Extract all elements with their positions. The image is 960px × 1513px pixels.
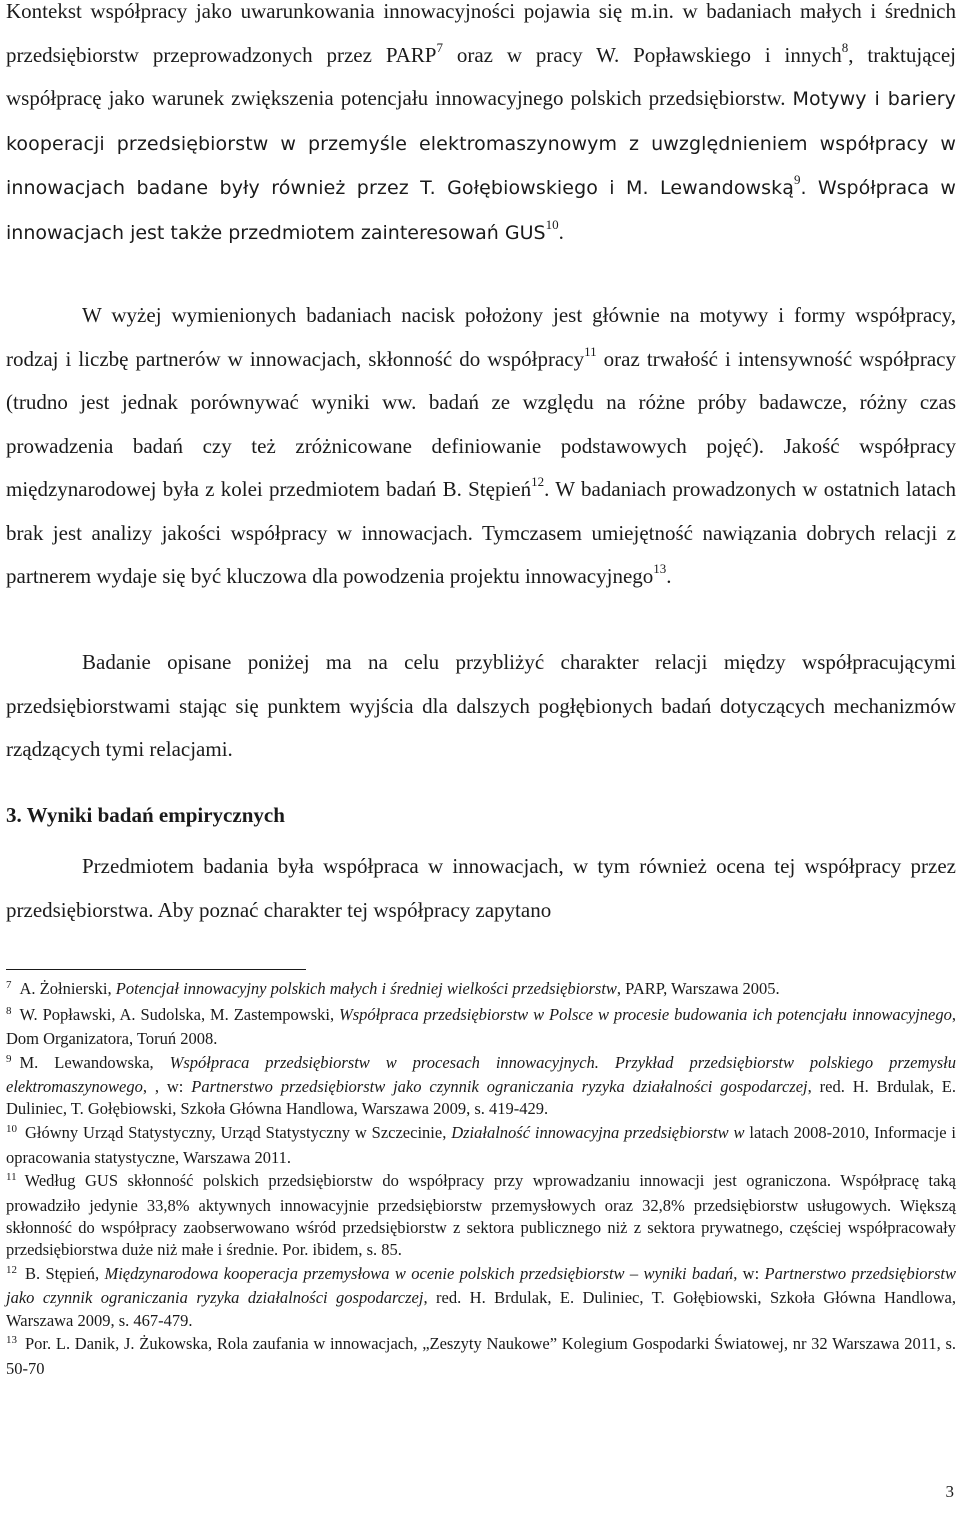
footnote-number: 8 xyxy=(6,1004,12,1017)
paragraph-text: . Współpraca w innowacjach jest także przedmiotem zainteresowań GUS xyxy=(6,177,956,244)
footnote-title: Partnerstwo przedsiębiorstw jako czynnik ograniczania ryzyka działalności gospodarczej xyxy=(191,1077,808,1097)
paragraph-text: Kontekst współpracy jako uwarunkowania innowacyjności pojawia się m.in. w badaniach małych i średnich przedsiębiorstw przeprowadzonych przez PARP xyxy=(6,0,956,67)
footnote-text: Według GUS skłonność polskich przedsiębiorstw do współpracy przy wprowadzaniu innowacji jest ograniczona. Współpracę taką prowadziło jedynie 33,8% aktywnych innowacyjnie przedsiębiorstw przemysłowych oraz 32,8% przedsiębiorstw usługowych. Większą skłonność do współpracy zaobserwowano wśród przedsiębiorstw z sektora publicznego niż z sektora prywatnego, częściej współpracowały przedsiębiorstwa duże niż małe i średnie. Por. ibidem, s. 85. xyxy=(6,1171,956,1260)
footnote-number: 12 xyxy=(6,1264,17,1277)
footnote-text: , PARP, Warszawa 2005. xyxy=(616,979,780,998)
footnote-separator xyxy=(6,969,306,970)
paragraph-text: . xyxy=(666,564,672,588)
footnote-title: Międzynarodowa kooperacja przemysłowa w ocenie polskich przedsiębiorstw – wyniki badań xyxy=(104,1264,734,1284)
footnote-number: 13 xyxy=(6,1334,17,1347)
footnote-text: Por. L. Danik, J. Żukowska, Rola zaufania w innowacjach, „Zeszyty Naukowe” Kolegium Gospodarki Światowej, nr 32 Warszawa 2011, s. 50-70 xyxy=(6,1334,956,1378)
footnote-text: A. Żołnierski, xyxy=(19,979,116,998)
footnote-7 xyxy=(6,978,956,1002)
page-number: 3 xyxy=(945,1482,954,1501)
footnote-ref[interactable]: 13 xyxy=(653,561,667,577)
footnotes xyxy=(6,978,956,1382)
footnote-title: Działalność innowacyjna przedsiębiorstw w xyxy=(451,1123,745,1143)
footnote-12 xyxy=(6,1263,956,1332)
footnote-title: Potencjał innowacyjny polskich małych i średniej wielkości przedsiębiorstw xyxy=(115,979,617,998)
footnote-text: B. Stępień, xyxy=(25,1264,105,1284)
footnote-10 xyxy=(6,1122,956,1169)
footnote-text: W. Popławski, A. Sudolska, M. Zastempowski, xyxy=(19,1004,340,1024)
paragraph-text: W wyżej wymienionych badaniach nacisk położony jest głównie na motywy i formy współpracy, rodzaj i liczbę partnerów w innowacjach, skłonność do współpracy xyxy=(6,303,956,371)
footnote-ref[interactable]: 12 xyxy=(531,474,545,490)
footnote-ref[interactable]: 8 xyxy=(841,39,849,55)
footnote-11 xyxy=(6,1170,956,1261)
footnote-text: , Dom Organizatora, Toruń 2008. xyxy=(6,1004,957,1049)
footnote-text: latach 2008-2010, Informacje i opracowania statystyczne, Warszawa 2011. xyxy=(6,1123,956,1167)
footnote-13 xyxy=(6,1333,956,1380)
paragraph-text: . W badaniach prowadzonych w ostatnich latach brak jest analizy jakości współpracy w innowacjach. Tymczasem umiejętność nawiązania dobrych relacji z partnerem wydaje się być kluczowa dla powodzenia projektu innowacyjnego xyxy=(6,477,957,588)
footnote-number: 7 xyxy=(6,979,12,991)
footnote-number: 10 xyxy=(6,1123,17,1136)
footnote-9 xyxy=(6,1052,956,1121)
footnote-ref[interactable]: 7 xyxy=(436,39,443,55)
footnote-text: , red. H. Brdulak, E. Duliniec, T. Gołębiowski, Szkoła Główna Handlowa, Warszawa 2009, s. 419-429. xyxy=(6,1077,956,1119)
paragraph-study-subject: Przedmiotem badania była współpraca w innowacjach, w tym również ocena tej współpracy przez przedsiębiorstwa. Aby poznać charakter tej współpracy zapytano xyxy=(6,854,956,922)
footnote-title: Partnerstwo przedsiębiorstw jako czynnik ograniczania ryzyka działalności gospodarczej xyxy=(6,1264,956,1308)
footnote-number: 9 xyxy=(6,1052,12,1065)
footnote-title: Współpraca przedsiębiorstw w procesach innowacyjnych. Przykład przedsiębiorstw polskiego przemysłu elektromaszynowego xyxy=(6,1052,956,1097)
footnote-number: 11 xyxy=(6,1171,17,1184)
section-heading: 3. Wyniki badań empirycznych xyxy=(6,803,285,827)
footnote-text: Główny Urząd Statystyczny, Urząd Statystyczny w Szczecinie, xyxy=(25,1123,452,1143)
paragraph-research-focus xyxy=(6,294,956,599)
footnote-text: M. Lewandowska, xyxy=(19,1052,170,1072)
paragraph-text: , traktującej współpracę jako warunek zwiększenia potencjału innowacyjnego polskich przedsiębiorstw. xyxy=(6,42,956,110)
paragraph-context xyxy=(6,0,956,255)
footnote-ref[interactable]: 10 xyxy=(545,216,559,232)
paragraph-text: oraz trwałość i intensywność współpracy (trudno jest jednak porównywać wyniki ww. badań ze względu na różne próby badawcze, różny czas prowadzenia badań czy też zróżnicowane definiowanie podstawowych pojęć). Jakość współpracy międzynarodowej była z kolei przedmiotem badań B. Stępień xyxy=(6,346,956,501)
paragraph-text: . xyxy=(558,219,564,244)
footnote-text: , w: xyxy=(733,1264,765,1284)
footnote-text: , , w: xyxy=(142,1077,192,1097)
footnote-ref[interactable]: 11 xyxy=(584,343,597,359)
paragraph-study-aim: Badanie opisane poniżej ma na celu przybliżyć charakter relacji między współpracującymi przedsiębiorstwami stając się punktem wyjścia dla dalszych pogłębionych badań dotyczących mechanizmów rządzących tymi relacjami. xyxy=(6,650,956,761)
footnote-8 xyxy=(6,1004,956,1051)
footnote-title: Współpraca przedsiębiorstw w Polsce w procesie budowania ich potencjału innowacyjnego xyxy=(339,1004,952,1024)
paragraph-text: oraz w pracy W. Popławskiego i innych xyxy=(442,42,842,67)
footnote-text: , red. H. Brdulak, E. Duliniec, T. Gołębiowski, Szkoła Główna Handlowa, Warszawa 2009, s. 467-479. xyxy=(6,1288,956,1330)
footnote-ref[interactable]: 9 xyxy=(794,172,801,188)
paragraph-text: Motywy i bariery kooperacji przedsiębiorstw w przemyśle elektromaszynowym z uwzględnieniem współpracy w innowacjach badane były również przez T. Gołębiowskiego i M. Lewandowską xyxy=(6,88,956,199)
